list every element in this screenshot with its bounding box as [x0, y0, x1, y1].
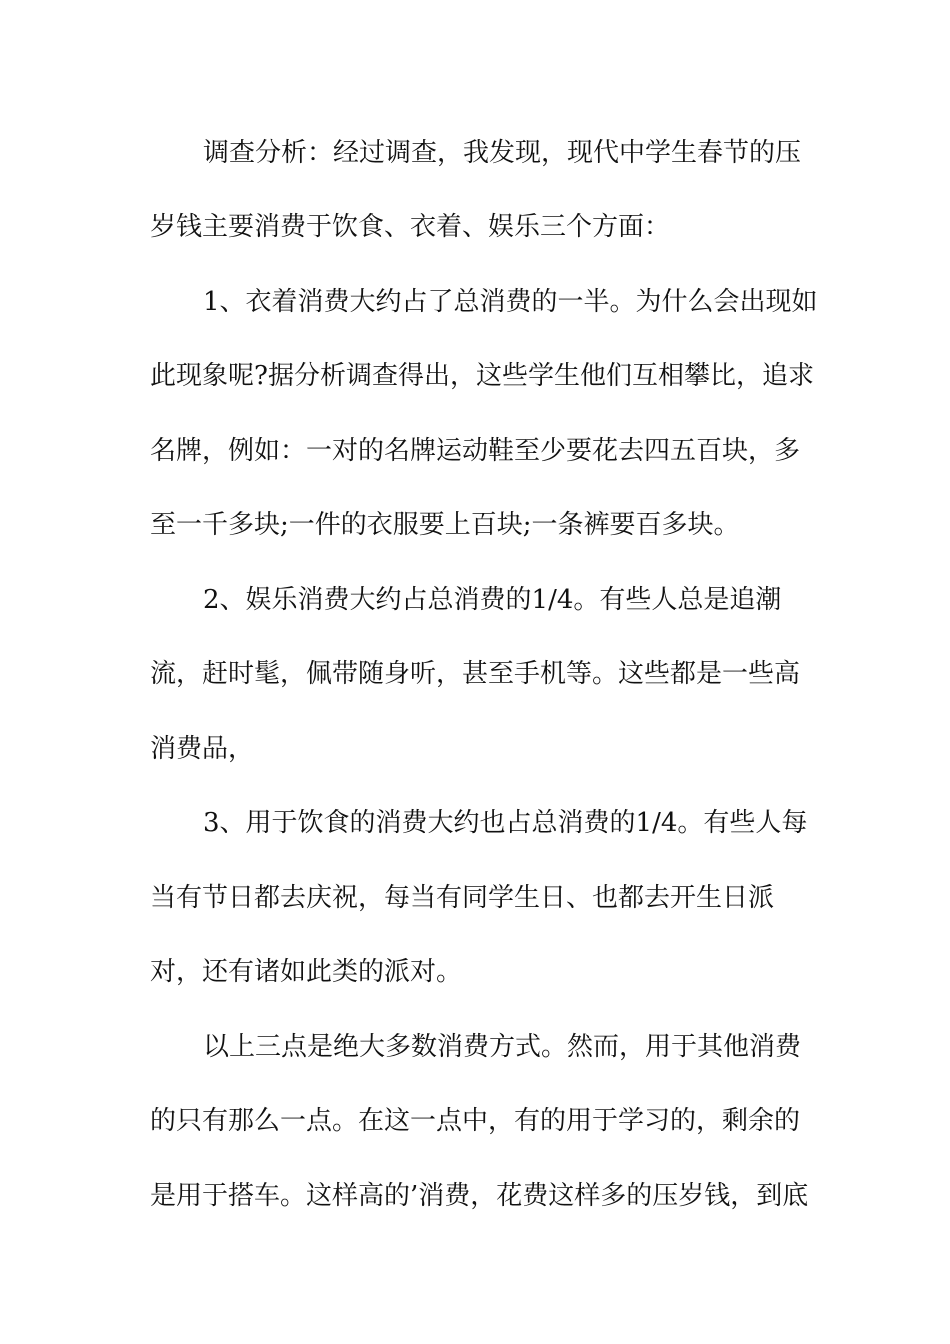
paragraph-entertainment-line-1: 2、娱乐消费大约占总消费的1/4。有些人总是追潮	[203, 585, 782, 615]
paragraph-food-line-1: 3、用于饮食的消费大约也占总消费的1/4。有些人每	[203, 808, 808, 838]
paragraph-summary-line-3: 是用于搭车。这样高的’消费，花费这样多的压岁钱，到底	[150, 1181, 809, 1211]
paragraph-food-line-2: 当有节日都去庆祝，每当有同学生日、也都去开生日派	[150, 883, 775, 913]
paragraph-clothing-line-2: 此现象呢?据分析调查得出，这些学生他们互相攀比，追求	[150, 361, 814, 391]
paragraph-food-line-3: 对，还有诸如此类的派对。	[150, 957, 463, 987]
paragraph-entertainment-line-2: 流，赶时髦，佩带随身听，甚至手机等。这些都是一些高	[150, 659, 801, 689]
paragraph-survey-analysis-line-2: 岁钱主要消费于饮食、衣着、娱乐三个方面：	[150, 212, 671, 242]
paragraph-survey-analysis-line-1: 调查分析：经过调查，我发现，现代中学生春节的压	[203, 138, 802, 168]
paragraph-clothing-line-4: 至一千多块;一件的衣服要上百块;一条裤要百多块。	[150, 510, 740, 540]
paragraph-entertainment-line-3: 消费品，	[150, 734, 255, 764]
paragraph-clothing-line-1: 1、衣着消费大约占了总消费的一半。为什么会出现如	[203, 287, 818, 317]
paragraph-clothing-line-3: 名牌，例如：一对的名牌运动鞋至少要花去四五百块，多	[150, 436, 801, 466]
paragraph-summary-line-1: 以上三点是绝大多数消费方式。然而，用于其他消费	[203, 1032, 802, 1062]
paragraph-summary-line-2: 的只有那么一点。在这一点中，有的用于学习的，剩余的	[150, 1106, 801, 1136]
